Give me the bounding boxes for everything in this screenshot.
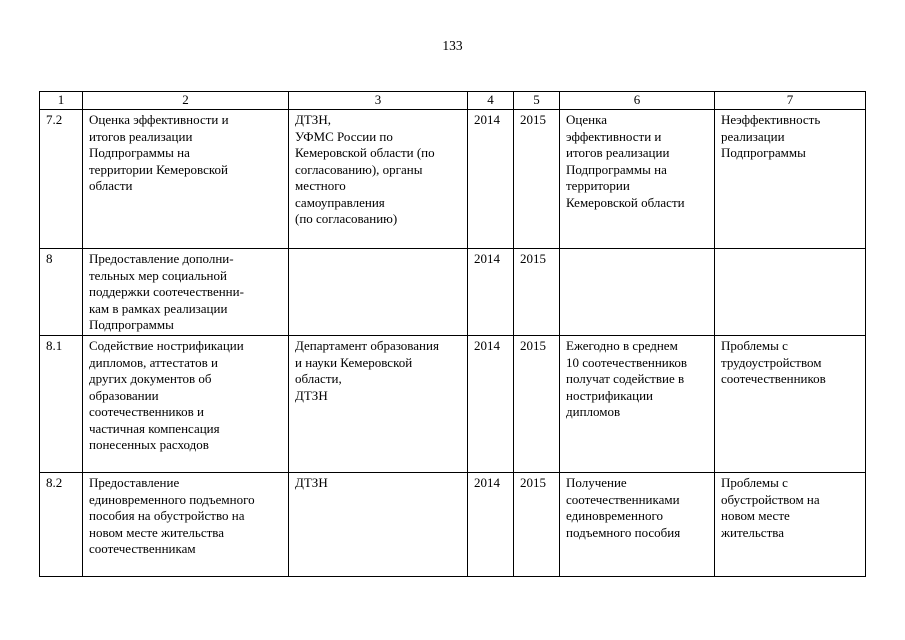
executor-cell: ДТЗН (289, 473, 468, 577)
result-cell: Получение соотечественниками единовременного подъемного пособия (560, 473, 715, 577)
risk-cell (715, 249, 866, 336)
end-year-cell: 2015 (514, 473, 560, 577)
end-year-cell: 2015 (514, 110, 560, 249)
executor-cell: ДТЗН, УФМС России по Кемеровской области (по согласованию), органы местного самоуправления (по согласованию) (289, 110, 468, 249)
table-row (40, 336, 866, 473)
header-cell: 1 (40, 92, 83, 110)
risk-cell: Проблемы с трудоустройством соотечественников (715, 336, 866, 473)
result-cell (560, 249, 715, 336)
end-year-cell: 2015 (514, 336, 560, 473)
table-header-row (40, 92, 866, 110)
page-number: 133 (442, 38, 463, 53)
header-cell: 5 (514, 92, 560, 110)
measure-cell: Предоставление дополни- тельных мер социальной поддержки соотечественни- кам в рамках реализации Подпрограммы (83, 249, 289, 336)
row-number: 8 (40, 249, 83, 336)
table-row (40, 473, 866, 577)
start-year-cell: 2014 (468, 110, 514, 249)
start-year-cell: 2014 (468, 473, 514, 577)
header-cell: 7 (715, 92, 866, 110)
table-row (40, 249, 866, 336)
row-number: 8.1 (40, 336, 83, 473)
header-cell: 3 (289, 92, 468, 110)
table-row (40, 110, 866, 249)
row-number: 7.2 (40, 110, 83, 249)
header-cell: 6 (560, 92, 715, 110)
end-year-cell: 2015 (514, 249, 560, 336)
measures-table (39, 91, 866, 577)
measure-cell: Предоставление единовременного подъемного пособия на обустройство на новом месте жительства соотечественникам (83, 473, 289, 577)
executor-cell: Департамент образования и науки Кемеровской области, ДТЗН (289, 336, 468, 473)
measure-cell: Содействие нострификации дипломов, аттестатов и других документов об образовании соотечественников и частичная компенсация понесенных расходов (83, 336, 289, 473)
result-cell: Оценка эффективности и итогов реализации Подпрограммы на территории Кемеровской области (560, 110, 715, 249)
start-year-cell: 2014 (468, 336, 514, 473)
executor-cell (289, 249, 468, 336)
risk-cell: Проблемы с обустройством на новом месте жительства (715, 473, 866, 577)
header-cell: 4 (468, 92, 514, 110)
row-number: 8.2 (40, 473, 83, 577)
start-year-cell: 2014 (468, 249, 514, 336)
result-cell: Ежегодно в среднем 10 соотечественников получат содействие в нострификации дипломов (560, 336, 715, 473)
measure-cell: Оценка эффективности и итогов реализации Подпрограммы на территории Кемеровской области (83, 110, 289, 249)
risk-cell: Неэффективность реализации Подпрограммы (715, 110, 866, 249)
header-cell: 2 (83, 92, 289, 110)
